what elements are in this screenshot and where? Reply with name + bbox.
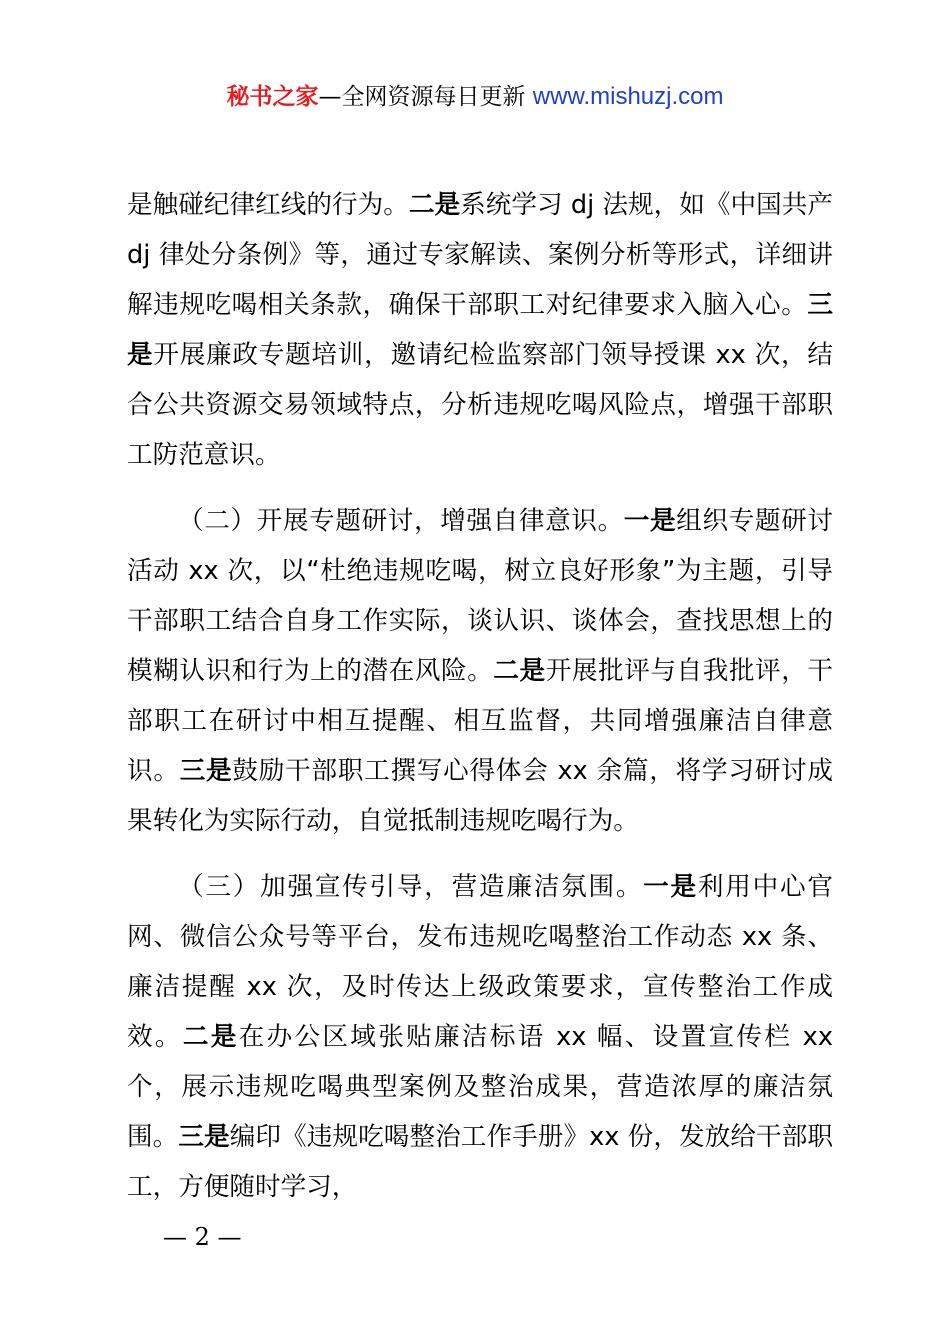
paragraph-1 (127, 180, 833, 480)
header-tagline: —全网资源每日更新 (318, 84, 526, 110)
bold-marker: 一是 (623, 506, 677, 536)
paragraph-text: 开展批评与自我批评，干部职工在研讨中相互提醒、相互监督，共同增强廉洁自律意识。 (127, 656, 833, 786)
bold-marker: 三是 (179, 756, 233, 786)
paragraph-2 (127, 496, 833, 846)
paragraph-text: 编印《违规吃喝整治工作手册》xx 份，发放给干部职工，方便随时学习， (127, 1122, 833, 1202)
paragraph-text: 开展廉政专题培训，邀请纪检监察部门领导授课 xx 次，结合公共资源交易领域特点，分析违规吃喝风险点，增强干部职工防范意识。 (127, 340, 833, 470)
paragraph-text: 利用中心官网、微信公众号等平台，发布违规吃喝整治工作动态 xx 条、廉洁提醒 xx 次，及时传达上级政策要求，宣传整治工作成效。 (127, 872, 833, 1052)
bold-marker: 二是 (408, 190, 461, 220)
bold-marker: 一是 (643, 872, 698, 902)
paragraph-text: 鼓励干部职工撰写心得体会 xx 余篇，将学习研讨成果转化为实际行动，自觉抵制违规吃喝行为。 (127, 756, 833, 836)
bold-marker: 三是 (127, 290, 833, 370)
document-body (127, 180, 833, 1212)
site-url-link[interactable]: www.mishuzj.com (532, 83, 724, 110)
paragraph-text: 是触碰纪律红线的行为。 (127, 190, 409, 220)
page-number: — 2 — (163, 1223, 242, 1251)
paragraph-3 (127, 862, 833, 1212)
paragraph-text: 组织专题研讨活动 xx 次，以“杜绝违规吃喝，树立良好形象”为主题，引导干部职工结合自身工作实际，谈认识、谈体会，查找思想上的模糊认识和行为上的潜在风险。 (127, 506, 833, 686)
paragraph-text: 系统学习 dj 法规，如《中国共产 dj 律处分条例》等，通过专家解读、案例分析等形式，详细讲解违规吃喝相关条款，确保干部职工对纪律要求入脑入心。 (127, 190, 833, 320)
section-heading: （二）开展专题研讨，增强自律意识。 (178, 506, 624, 536)
page-header (0, 80, 950, 114)
bold-marker: 二是 (493, 656, 546, 686)
bold-marker: 三是 (178, 1122, 230, 1152)
brand-name: 秘书之家 (226, 84, 319, 110)
section-heading: （三）加强宣传引导，营造廉洁氛围。 (178, 872, 644, 902)
bold-marker: 二是 (182, 1022, 239, 1052)
paragraph-text: 在办公区域张贴廉洁标语 xx 幅、设置宣传栏 xx 个，展示违规吃喝典型案例及整治成果，营造浓厚的廉洁氛围。 (127, 1022, 833, 1152)
